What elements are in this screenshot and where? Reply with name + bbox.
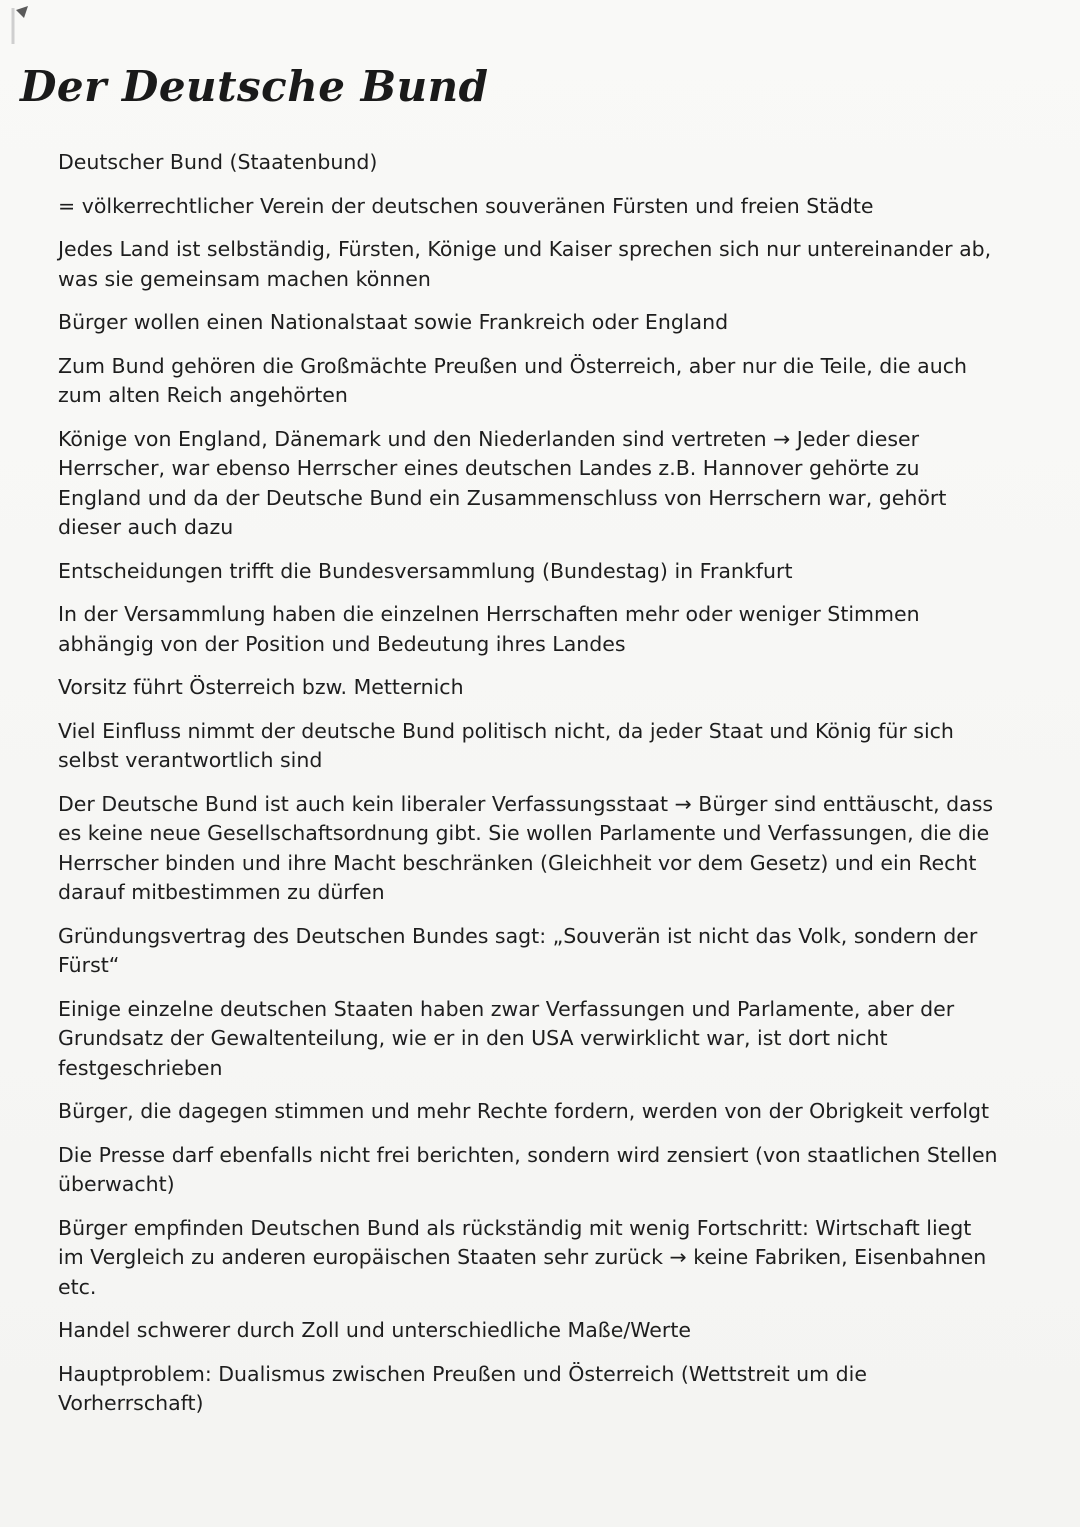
paragraph: Hauptproblem: Dualismus zwischen Preußen und Österreich (Wettstreit um die Vorherrschaft)	[58, 1361, 867, 1415]
corner-mark-icon	[10, 4, 32, 50]
notes-body	[58, 148, 998, 1433]
paragraph: Entscheidungen trifft die Bundesversammlung (Bundestag) in Frankfurt	[58, 558, 793, 583]
paragraph: Zum Bund gehören die Großmächte Preußen und Österreich, aber nur die Teile, die auch zum alten Reich angehörten	[58, 353, 967, 407]
paragraph: Bürger wollen einen Nationalstaat sowie Frankreich oder England	[58, 310, 729, 334]
paragraph: = völkerrechtlicher Verein der deutschen souveränen Fürsten und freien Städte	[58, 193, 874, 218]
page-title: Der Deutsche Bund	[20, 62, 489, 111]
paragraph: Viel Einfluss nimmt der deutsche Bund politisch nicht, da jeder Staat und König für sich selbst verantwortlich sind	[58, 718, 954, 772]
paragraph: Bürger, die dagegen stimmen und mehr Rechte fordern, werden von der Obrigkeit verfolgt	[58, 1099, 990, 1123]
paragraph: Gründungsvertrag des Deutschen Bundes sagt: „Souverän ist nicht das Volk, sondern der Fürst“	[58, 923, 978, 977]
paragraph: Deutscher Bund (Staatenbund)	[58, 150, 378, 174]
paragraph: Vorsitz führt Österreich bzw. Metternich	[58, 675, 464, 699]
paragraph: Jedes Land ist selbständig, Fürsten, Könige und Kaiser sprechen sich nur untereinander ab, was sie gemeinsam machen können	[58, 237, 992, 291]
paragraph: Handel schwerer durch Zoll und unterschiedliche Maße/Werte	[58, 1318, 691, 1342]
paragraph: In der Versammlung haben die einzelnen Herrschaften mehr oder weniger Stimmen abhängig von der Position und Bedeutung ihres Landes	[58, 602, 920, 656]
paragraph: Könige von England, Dänemark und den Niederlanden sind vertreten → Jeder dieser Herrscher, war ebenso Herrscher eines deutschen Landes z.B. Hannover gehörte zu England und da der Deutsche Bund ein Zusammenschluss von Herrschern war, gehört dieser auch dazu	[58, 426, 947, 539]
paragraph: Bürger empfinden Deutschen Bund als rückständig mit wenig Fortschritt: Wirtschaft liegt im Vergleich zu anderen europäischen Staaten sehr zurück → keine Fabriken, Eisenbahnen etc.	[58, 1215, 987, 1299]
paragraph: Die Presse darf ebenfalls nicht frei berichten, sondern wird zensiert (von staatlichen Stellen überwacht)	[58, 1142, 998, 1196]
paragraph: Einige einzelne deutschen Staaten haben zwar Verfassungen und Parlamente, aber der Grundsatz der Gewaltenteilung, wie er in den USA verwirklicht war, ist dort nicht festgeschrieben	[58, 996, 955, 1080]
paragraph: Der Deutsche Bund ist auch kein liberaler Verfassungsstaat → Bürger sind enttäuscht, dass es keine neue Gesellschaftsordnung gibt. Sie wollen Parlamente und Verfassungen, die die Herrscher binden und ihre Macht beschränken (Gleichheit vor dem Gesetz) und ein Recht darauf mitbestimmen zu dürfen	[58, 791, 994, 904]
